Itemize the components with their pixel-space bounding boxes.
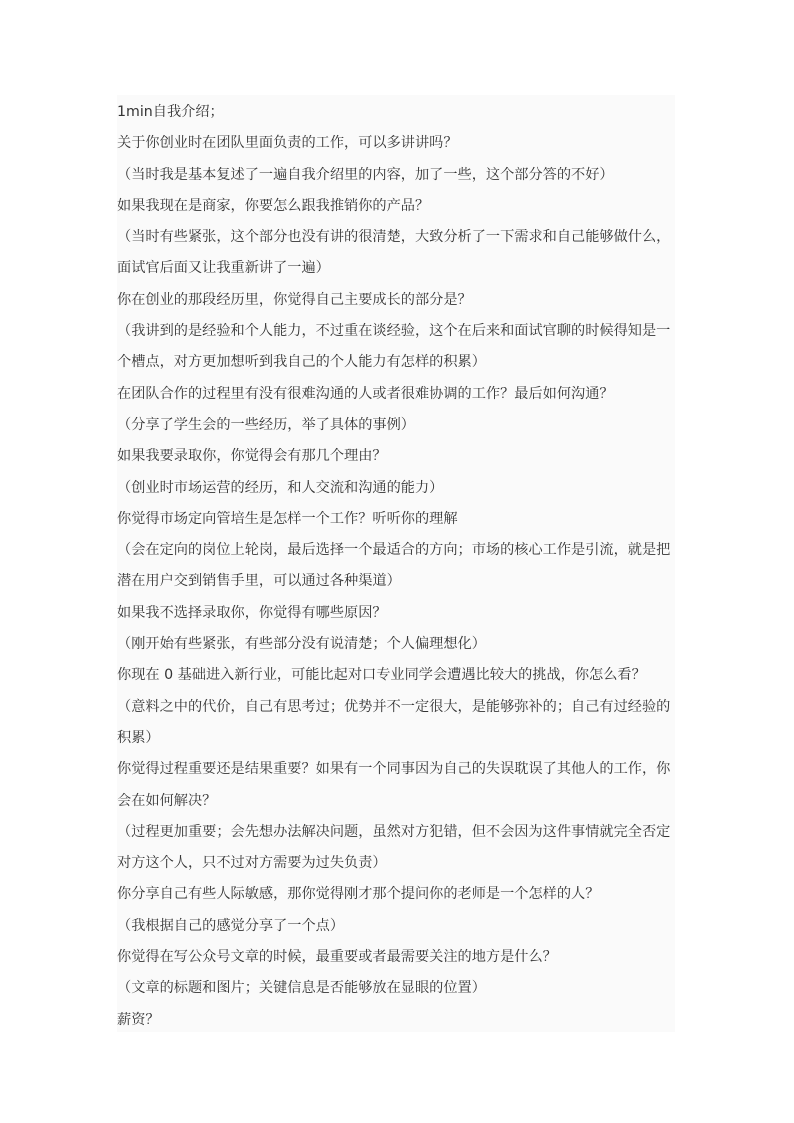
- answer-note-line: （分享了学生会的一些经历，举了具体的事例）: [117, 416, 415, 433]
- question-line: 你分享自己有些人际敏感，那你觉得刚才那个提问你的老师是一个怎样的人？: [117, 886, 600, 903]
- question-line: 在团队合作的过程里有没有很难沟通的人或者很难协调的工作？最后如何沟通？: [117, 385, 614, 402]
- question-line: 关于你创业时在团队里面负责的工作，可以多讲讲吗？: [117, 135, 458, 152]
- answer-note-line: （创业时市场运营的经历，和人交流和沟通的能力）: [117, 479, 444, 496]
- interview-notes: [117, 97, 687, 1036]
- question-line: 会在如何解决？: [117, 792, 217, 809]
- question-line: 你在创业的那段经历里，你觉得自己主要成长的部分是？: [117, 291, 472, 308]
- question-line: 你觉得过程重要还是结果重要？如果有一个同事因为自己的失误耽误了其他人的工作，你: [117, 761, 671, 778]
- answer-note-line: （意料之中的代价，自己有思考过；优势并不一定很大，是能够弥补的；自己有过经验的: [117, 698, 671, 715]
- answer-note-line: （会在定向的岗位上轮岗，最后选择一个最适合的方向；市场的核心工作是引流，就是把: [117, 542, 671, 559]
- question-line: 如果我不选择录取你，你觉得有哪些原因？: [117, 604, 387, 621]
- answer-note-line: （过程更加重要；会先想办法解决问题，虽然对方犯错，但不会因为这件事情就完全否定: [117, 823, 671, 840]
- answer-note-line: （我根据自己的感觉分享了一个点）: [117, 917, 345, 934]
- question-line: 你现在 0 基础进入新行业，可能比起对口专业同学会遭遇比较大的挑战，你怎么看？: [117, 667, 646, 684]
- answer-note-line: （当时我是基本复述了一遍自我介绍里的内容，加了一些，这个部分答的不好）: [117, 166, 614, 183]
- question-line: 面试官后面又让我重新讲了一遍）: [117, 260, 330, 277]
- question-line: 积累）: [117, 729, 160, 746]
- answer-note-line: （文章的标题和图片；关键信息是否能够放在显眼的位置）: [117, 980, 486, 997]
- answer-note-line: （刚开始有些紧张，有些部分没有说清楚；个人偏理想化）: [117, 636, 486, 653]
- question-line: 薪资？: [117, 1011, 160, 1028]
- answer-note-line: （我讲到的是经验和个人能力，不过重在谈经验，这个在后来和面试官聊的时候得知是一: [117, 323, 671, 340]
- question-line: 1min自我介绍；: [117, 104, 224, 120]
- answer-note-line: （当时有些紧张，这个部分也没有讲的很清楚，大致分析了一下需求和自己能够做什么，: [117, 229, 671, 246]
- question-line: 潜在用户交到销售手里，可以通过各种渠道）: [117, 573, 401, 590]
- question-line: 个槽点，对方更加想听到我自己的个人能力有怎样的积累）: [117, 354, 486, 371]
- question-line: 对方这个人，只不过对方需要为过失负责）: [117, 855, 387, 872]
- question-line: 你觉得市场定向管培生是怎样一个工作？听听你的理解: [117, 510, 458, 527]
- question-line: 你觉得在写公众号文章的时候，最重要或者最需要关注的地方是什么？: [117, 949, 557, 966]
- question-line: 如果我要录取你，你觉得会有那几个理由？: [117, 448, 387, 465]
- question-line: 如果我现在是商家，你要怎么跟我推销你的产品？: [117, 197, 430, 214]
